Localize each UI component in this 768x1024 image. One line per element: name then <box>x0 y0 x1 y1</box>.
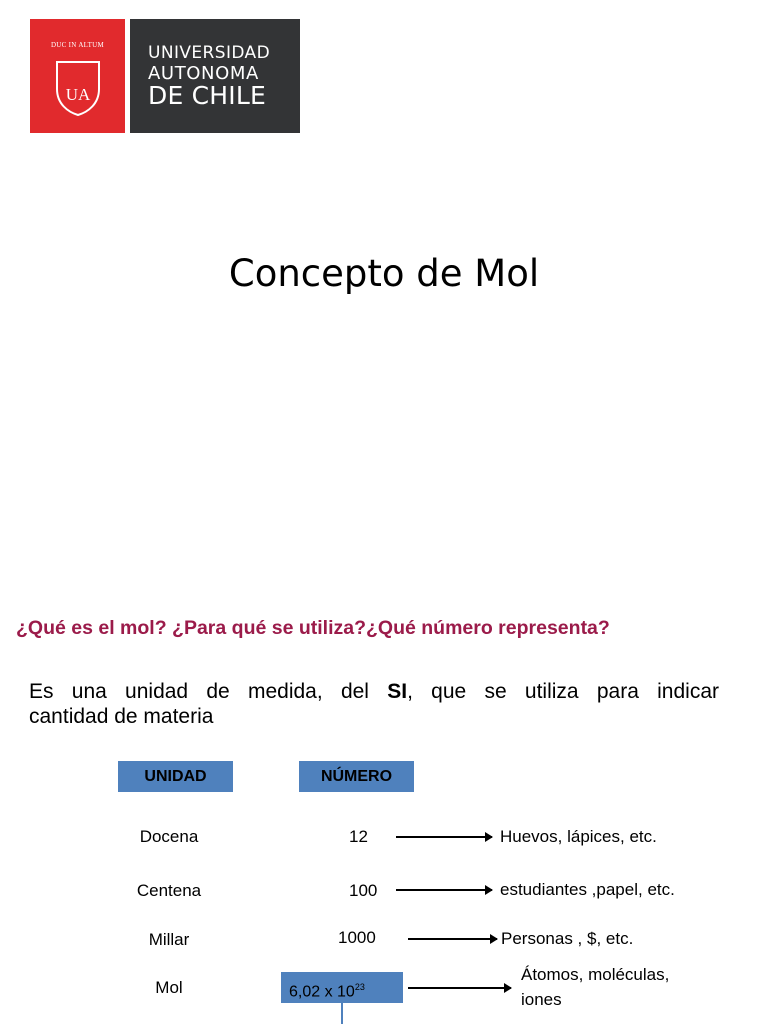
row-unit-centena: Centena <box>136 881 202 900</box>
row-number-millar: 1000 <box>338 928 376 947</box>
logo-initials: UA <box>65 85 91 104</box>
si-term: SI <box>387 680 408 703</box>
arrow-right-icon <box>396 889 492 891</box>
arrow-right-icon <box>408 987 511 989</box>
logo-name-line3: DE CHILE <box>148 81 266 110</box>
definition-text-2: , que se utiliza para indicar <box>407 680 719 703</box>
row-examples-millar: Personas , $, etc. <box>501 929 634 948</box>
row-examples-centena: estudiantes ,papel, etc. <box>500 880 675 899</box>
definition-text-1: Es una unidad de medida, del <box>29 680 388 703</box>
row-examples-docena: Huevos, lápices, etc. <box>500 827 657 846</box>
logo-name-line1: UNIVERSIDAD <box>148 43 271 63</box>
avogadro-base: 6,02 x 10 <box>289 983 355 1001</box>
logo-wordmark <box>130 19 300 133</box>
definition-paragraph <box>29 679 719 729</box>
header-numero: NÚMERO <box>299 761 414 792</box>
arrow-right-icon <box>396 836 492 838</box>
definition-line-2: cantidad de materia <box>29 705 214 728</box>
row-number-centena: 100 <box>349 881 378 900</box>
avogadro-number-box <box>281 972 403 1003</box>
header-unidad: UNIDAD <box>118 761 233 792</box>
avogadro-exponent: 23 <box>354 982 365 992</box>
row-examples-mol-1: Átomos, moléculas, <box>521 965 670 984</box>
slide-title: Concepto de Mol <box>228 252 540 295</box>
row-examples-mol-2: iones <box>521 990 562 1009</box>
arrow-right-icon <box>408 938 497 940</box>
row-unit-millar: Millar <box>148 930 190 949</box>
logo-name-line2: AUTONOMA <box>148 63 259 84</box>
row-unit-docena: Docena <box>139 827 199 846</box>
row-number-docena: 12 <box>349 827 368 846</box>
definition-line-1 <box>29 679 719 704</box>
connector-line <box>341 1003 343 1024</box>
row-unit-mol: Mol <box>155 978 183 997</box>
logo-emblem <box>30 19 125 133</box>
logo-motto: DUC IN ALTUM <box>50 41 105 49</box>
question-heading: ¿Qué es el mol? ¿Para qué se utiliza?¿Qué número representa? <box>16 617 610 639</box>
